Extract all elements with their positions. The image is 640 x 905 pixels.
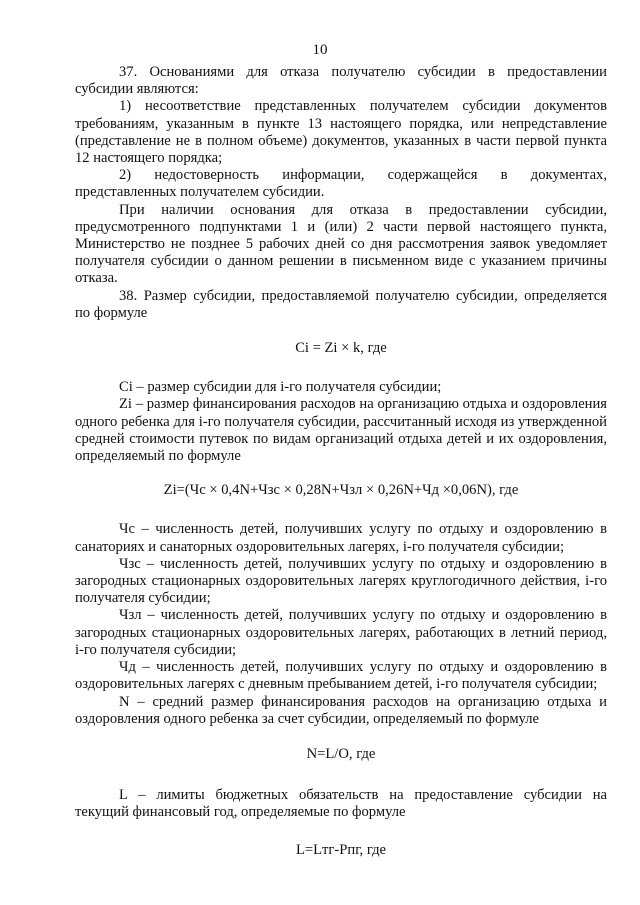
formula-n: N=L/O, где [306, 745, 376, 762]
definition-chd: Чд – численность детей, получивших услугу по отдыху и оздоровлению в оздоровительных лагерях с дневным пребыванием детей, i-го получателя субсидии; [75, 659, 607, 693]
paragraph-37-item-2: 2) недостоверность информации, содержащейся в документах, представленных получателем субсидии. [75, 167, 607, 201]
paragraph-38-intro: 38. Размер субсидии, предоставляемой получателю субсидии, определяется по формуле [75, 287, 607, 321]
formula-l: L=Lтг-Рпг, где [295, 841, 386, 858]
formula-ci: Ci = Zi × k, где [295, 340, 387, 357]
definition-l: L – лимиты бюджетных обязательств на предоставление субсидии на текущий финансовый год, определяемые по формуле [75, 787, 607, 821]
definition-n: N – средний размер финансирования расходов на организацию отдыха и оздоровления одного ребенка за счет субсидии, определяемый по формуле [75, 693, 607, 727]
formula-zi: Zi=(Чс × 0,4N+Чзс × 0,28N+Чзл × 0,26N+Чд ×0,06N), где [163, 482, 519, 499]
definition-chs: Чс – численность детей, получивших услугу по отдыху и оздоровлению в санаториях и санаторных оздоровительных лагерях, i-го получателя субсидии; [75, 521, 607, 555]
definition-zi: Zi – размер финансирования расходов на организацию отдыха и оздоровления одного ребенка для i-го получателя субсидии, рассчитанный исходя из утвержденной средней стоимости путевок по видам организаций отдыха детей и их оздоровления, определяемый по формуле [75, 396, 607, 465]
definition-chzl: Чзл – численность детей, получивших услугу по отдыху и оздоровлению в загородных стационарных оздоровительных лагерях, работающих в летний период, i-го получателя субсидии; [75, 607, 607, 658]
paragraph-37-item-1: 1) несоответствие представленных получателем субсидии документов требованиям, указанным в пункте 13 настоящего порядка, или непредставление (представление не в полном объеме) документов, указанных в части первой пункта 12 настоящего порядка; [75, 98, 607, 167]
definition-chzs: Чзс – численность детей, получивших услугу по отдыху и оздоровлению в загородных стационарных оздоровительных лагерях круглогодичного действия, i-го получателя субсидии; [75, 555, 607, 607]
paragraph-37-intro: 37. Основаниями для отказа получателю субсидии в предоставлении субсидии являются: [75, 64, 607, 98]
paragraph-37-notice: При наличии основания для отказа в предоставлении субсидии, предусмотренного подпунктами 1 и (или) 2 части первой настоящего пункта, Министерство не позднее 5 рабочих дней со дня рассмотрения заявок уведомляет получателя субсидии о данном решении в письменном виде с указанием причины отказа. [75, 201, 607, 287]
document-body [75, 64, 607, 859]
definition-ci: Ci – размер субсидии для i-го получателя субсидии; [119, 379, 442, 396]
page-number: 10 [312, 42, 328, 58]
